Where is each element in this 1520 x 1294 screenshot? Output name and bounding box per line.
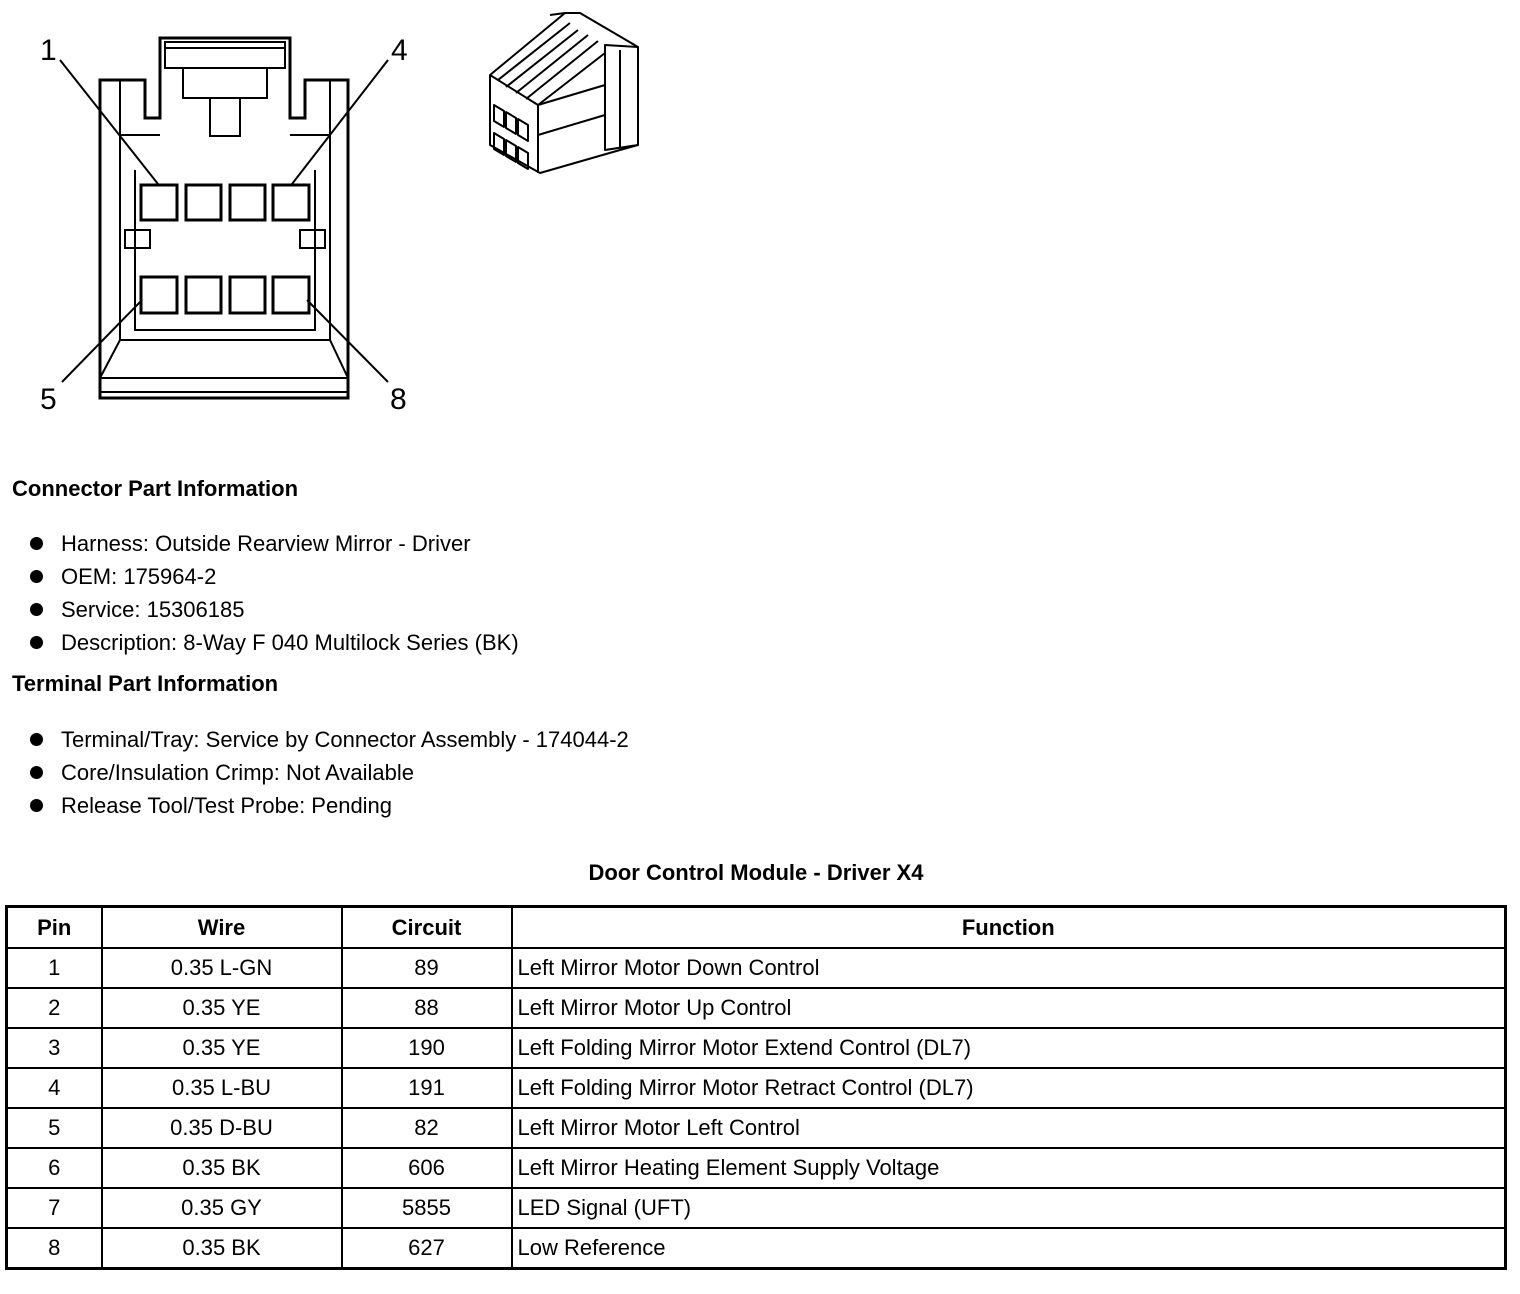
bullet-icon <box>30 733 43 746</box>
column-header-wire: Wire <box>102 907 342 949</box>
cell-pin: 2 <box>7 988 102 1028</box>
list-item <box>28 756 629 789</box>
table-row <box>7 1108 1506 1148</box>
pin-label-8: 8 <box>390 383 407 416</box>
bullet-icon <box>30 799 43 812</box>
cell-function: LED Signal (UFT) <box>512 1188 1506 1228</box>
cell-wire: 0.35 L-GN <box>102 948 342 988</box>
list-item <box>28 527 519 560</box>
list-item-text: Release Tool/Test Probe: Pending <box>61 793 393 818</box>
list-item-text: OEM: 175964-2 <box>61 564 217 589</box>
column-header-function: Function <box>512 907 1506 949</box>
cell-wire: 0.35 D-BU <box>102 1108 342 1148</box>
list-item-text: Terminal/Tray: Service by Connector Assembly - 174044-2 <box>61 727 629 752</box>
bullet-icon <box>30 636 43 649</box>
cell-circuit: 191 <box>342 1068 512 1108</box>
connector-isometric-view <box>480 5 650 185</box>
cell-function: Left Mirror Heating Element Supply Voltage <box>512 1148 1506 1188</box>
bullet-icon <box>30 766 43 779</box>
cell-wire: 0.35 L-BU <box>102 1068 342 1108</box>
cell-wire: 0.35 GY <box>102 1188 342 1228</box>
list-item-text: Description: 8-Way F 040 Multilock Series (BK) <box>61 630 519 655</box>
list-item <box>28 560 519 593</box>
cell-pin: 7 <box>7 1188 102 1228</box>
list-item-text: Core/Insulation Crimp: Not Available <box>61 760 414 785</box>
cell-function: Low Reference <box>512 1228 1506 1269</box>
table-row <box>7 1028 1506 1068</box>
cell-circuit: 190 <box>342 1028 512 1068</box>
cell-pin: 1 <box>7 948 102 988</box>
cell-circuit: 627 <box>342 1228 512 1269</box>
cell-wire: 0.35 BK <box>102 1228 342 1269</box>
list-item-text: Service: 15306185 <box>61 597 245 622</box>
cell-wire: 0.35 BK <box>102 1148 342 1188</box>
table-row <box>7 988 1506 1028</box>
cell-wire: 0.35 YE <box>102 988 342 1028</box>
cell-function: Left Mirror Motor Down Control <box>512 948 1506 988</box>
cell-circuit: 5855 <box>342 1188 512 1228</box>
table-header-row <box>7 907 1506 949</box>
table-row <box>7 1068 1506 1108</box>
table-row <box>7 1188 1506 1228</box>
table-row <box>7 1228 1506 1269</box>
cell-pin: 4 <box>7 1068 102 1108</box>
cell-circuit: 88 <box>342 988 512 1028</box>
cell-function: Left Folding Mirror Motor Extend Control (DL7) <box>512 1028 1506 1068</box>
cell-pin: 3 <box>7 1028 102 1068</box>
bullet-icon <box>30 537 43 550</box>
cell-function: Left Folding Mirror Motor Retract Control (DL7) <box>512 1068 1506 1108</box>
connector-info-list <box>28 527 519 659</box>
column-header-pin: Pin <box>7 907 102 949</box>
column-header-circuit: Circuit <box>342 907 512 949</box>
pin-label-1: 1 <box>40 34 57 67</box>
list-item <box>28 789 629 822</box>
list-item <box>28 626 519 659</box>
cell-circuit: 82 <box>342 1108 512 1148</box>
bullet-icon <box>30 603 43 616</box>
connector-info-heading: Connector Part Information <box>12 476 299 501</box>
bullet-icon <box>30 570 43 583</box>
cell-pin: 8 <box>7 1228 102 1269</box>
table-row <box>7 948 1506 988</box>
pin-label-4: 4 <box>391 34 408 67</box>
list-item <box>28 723 629 756</box>
table-title: Door Control Module - Driver X4 <box>588 860 924 885</box>
cell-wire: 0.35 YE <box>102 1028 342 1068</box>
cell-function: Left Mirror Motor Left Control <box>512 1108 1506 1148</box>
pinout-table <box>5 905 1507 1270</box>
terminal-info-heading: Terminal Part Information <box>12 671 279 696</box>
cell-circuit: 606 <box>342 1148 512 1188</box>
cell-circuit: 89 <box>342 948 512 988</box>
cell-pin: 6 <box>7 1148 102 1188</box>
list-item-text: Harness: Outside Rearview Mirror - Driver <box>61 531 471 556</box>
cell-function: Left Mirror Motor Up Control <box>512 988 1506 1028</box>
table-row <box>7 1148 1506 1188</box>
list-item <box>28 593 519 626</box>
terminal-info-list <box>28 723 629 822</box>
pin-label-5: 5 <box>40 383 57 416</box>
cell-pin: 5 <box>7 1108 102 1148</box>
